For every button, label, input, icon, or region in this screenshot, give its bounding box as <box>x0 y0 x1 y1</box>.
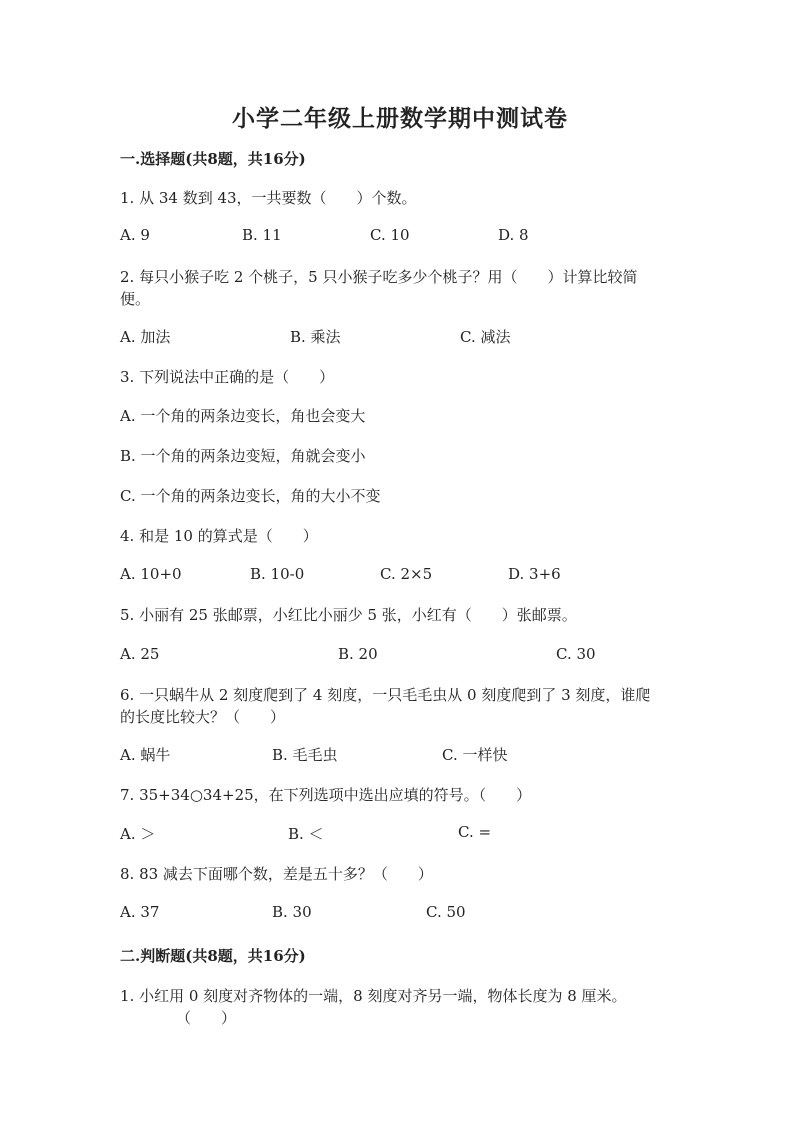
question-3-option-a: A. 一个角的两条边变长，角也会变大 <box>120 407 366 425</box>
question-6-options <box>120 744 680 766</box>
option-c: C. 减法 <box>460 328 511 346</box>
option-a: A. 37 <box>120 903 160 921</box>
option-b: B. 30 <box>272 903 312 921</box>
option-a: A. 加法 <box>120 328 171 346</box>
question-8-options <box>120 903 680 925</box>
page-title: 小学二年级上册数学期中测试卷 <box>232 105 568 132</box>
question-6-line-2: 的长度比较大？（ ） <box>120 708 286 726</box>
section-heading-judgement: 二.判断题(共8题，共16分) <box>120 947 306 965</box>
option-b: B. 乘法 <box>290 328 341 346</box>
option-c: C. 10 <box>370 226 410 244</box>
option-b: B. 11 <box>242 226 282 244</box>
question-4-options <box>120 565 680 587</box>
section-heading-choice: 一.选择题(共8题，共16分) <box>120 150 306 168</box>
option-a: A. 10+0 <box>120 565 182 583</box>
question-5: 5. 小丽有 25 张邮票，小红比小丽少 5 张，小红有（ ）张邮票。 <box>120 606 577 624</box>
option-d: D. 3+6 <box>508 565 561 583</box>
question-4: 4. 和是 10 的算式是（ ） <box>120 527 318 545</box>
question-8: 8. 83 减去下面哪个数，差是五十多？（ ） <box>120 865 433 883</box>
judgement-1-answer-blank: （ ） <box>176 1009 237 1027</box>
option-c: C. = <box>458 823 492 841</box>
option-a: A. 25 <box>120 645 160 663</box>
judgement-1 <box>120 985 680 1029</box>
option-b: B. 10-0 <box>250 565 305 583</box>
option-a: A. 蜗牛 <box>120 746 171 764</box>
option-b: B. ＜ <box>288 825 324 843</box>
question-5-options <box>120 645 680 667</box>
option-c: C. 30 <box>556 645 596 663</box>
question-6-line-1: 6. 一只蜗牛从 2 刻度爬到了 4 刻度，一只毛毛虫从 0 刻度爬到了 3 刻度，谁爬 <box>120 686 651 704</box>
question-2-line-2: 便。 <box>120 290 151 308</box>
question-7-options <box>120 823 680 845</box>
option-a: A. ＞ <box>120 825 156 843</box>
option-c: C. 一样快 <box>442 746 508 764</box>
question-1-options <box>120 226 680 248</box>
option-d: D. 8 <box>498 226 529 244</box>
question-3-option-c: C. 一个角的两条边变长，角的大小不变 <box>120 487 381 505</box>
option-b: B. 毛毛虫 <box>272 746 338 764</box>
option-b: B. 20 <box>338 645 378 663</box>
question-2-line-1: 2. 每只小猴子吃 2 个桃子，5 只小猴子吃多少个桃子？用（ ）计算比较简 <box>120 268 638 286</box>
option-a: A. 9 <box>120 226 150 244</box>
question-2-options <box>120 326 680 348</box>
question-2 <box>120 266 680 310</box>
question-6 <box>120 684 680 728</box>
question-1: 1. 从 34 数到 43，一共要数（ ）个数。 <box>120 189 417 207</box>
option-c: C. 50 <box>426 903 466 921</box>
judgement-1-line-1: 1. 小红用 0 刻度对齐物体的一端，8 刻度对齐另一端，物体长度为 8 厘米。 <box>120 987 627 1005</box>
option-c: C. 2×5 <box>380 565 433 583</box>
question-3-option-b: B. 一个角的两条边变短，角就会变小 <box>120 447 366 465</box>
question-3: 3. 下列说法中正确的是（ ） <box>120 368 335 386</box>
question-7: 7. 35+34○34+25，在下列选项中选出应填的符号。（ ） <box>120 786 532 804</box>
